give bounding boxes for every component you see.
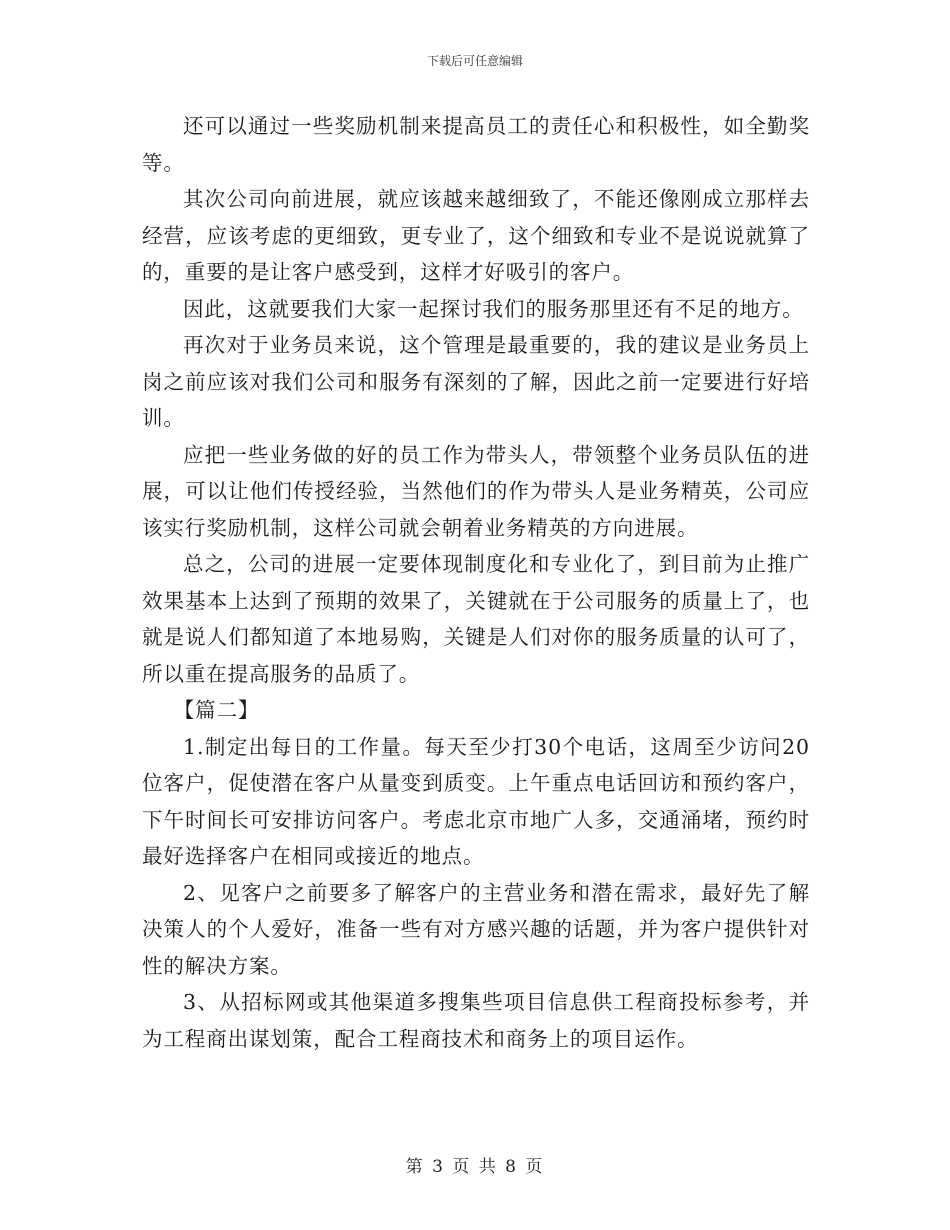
paragraph-daily-workload: 1.制定出每日的工作量。每天至少打30个电话，这周至少访问20位客户，促使潜在客户从量变到质变。上午重点电话回访和预约客户，下午时间长可安排访问客户。考虑北京市地广人多，交通涌堵，预约时最好选择客户在相同或接近的地点。 <box>142 734 810 868</box>
paragraph-client-research: 2、见客户之前要多了解客户的主营业务和潜在需求，最好先了解决策人的个人爱好，准备一些有对方感兴趣的话题，并为客户提供针对性的解决方案。 <box>142 880 810 978</box>
paragraph-salesperson-training: 再次对于业务员来说，这个管理是最重要的，我的建议是业务员上岗之前应该对我们公司和服务有深刻的了解，因此之前一定要进行好培训。 <box>142 333 810 430</box>
section-heading: 【篇二】 <box>173 698 260 722</box>
document-body <box>142 108 810 1057</box>
paragraph-summary: 总之，公司的进展一定要体现制度化和专业化了，到目前为止推广效果基本上达到了预期的效果了，关键就在于公司服务的质量上了，也就是说人们都知道了本地易购，关键是人们对你的服务质量的认可了，所以重在提高服务的品质了。 <box>142 552 810 686</box>
paragraph-company-progress: 其次公司向前进展，就应该越来越细致了，不能还像刚成立那样去经营，应该考虑的更细致，更专业了，这个细致和专业不是说说就算了的，重要的是让客户感受到，这样才好吸引的客户。 <box>142 187 810 284</box>
page-footer: 第 3 页 共 8 页 <box>405 1157 545 1177</box>
paragraph-reward-mechanism: 还可以通过一些奖励机制来提高员工的责任心和积极性，如全勤奖等。 <box>142 114 810 175</box>
paragraph-service-discussion: 因此，这就要我们大家一起探讨我们的服务那里还有不足的地方。 <box>183 296 804 321</box>
page-header: 下载后可任意编辑 <box>426 54 523 68</box>
paragraph-team-leaders: 应把一些业务做的好的员工作为带头人，带领整个业务员队伍的进展，可以让他们传授经验，当然他们的作为带头人是业务精英，公司应该实行奖励机制，这样公司就会朝着业务精英的方向进展。 <box>142 442 810 540</box>
paragraph-project-info: 3、从招标网或其他渠道多搜集些项目信息供工程商投标参考，并为工程商出谋划策，配合工程商技术和商务上的项目运作。 <box>142 990 810 1051</box>
